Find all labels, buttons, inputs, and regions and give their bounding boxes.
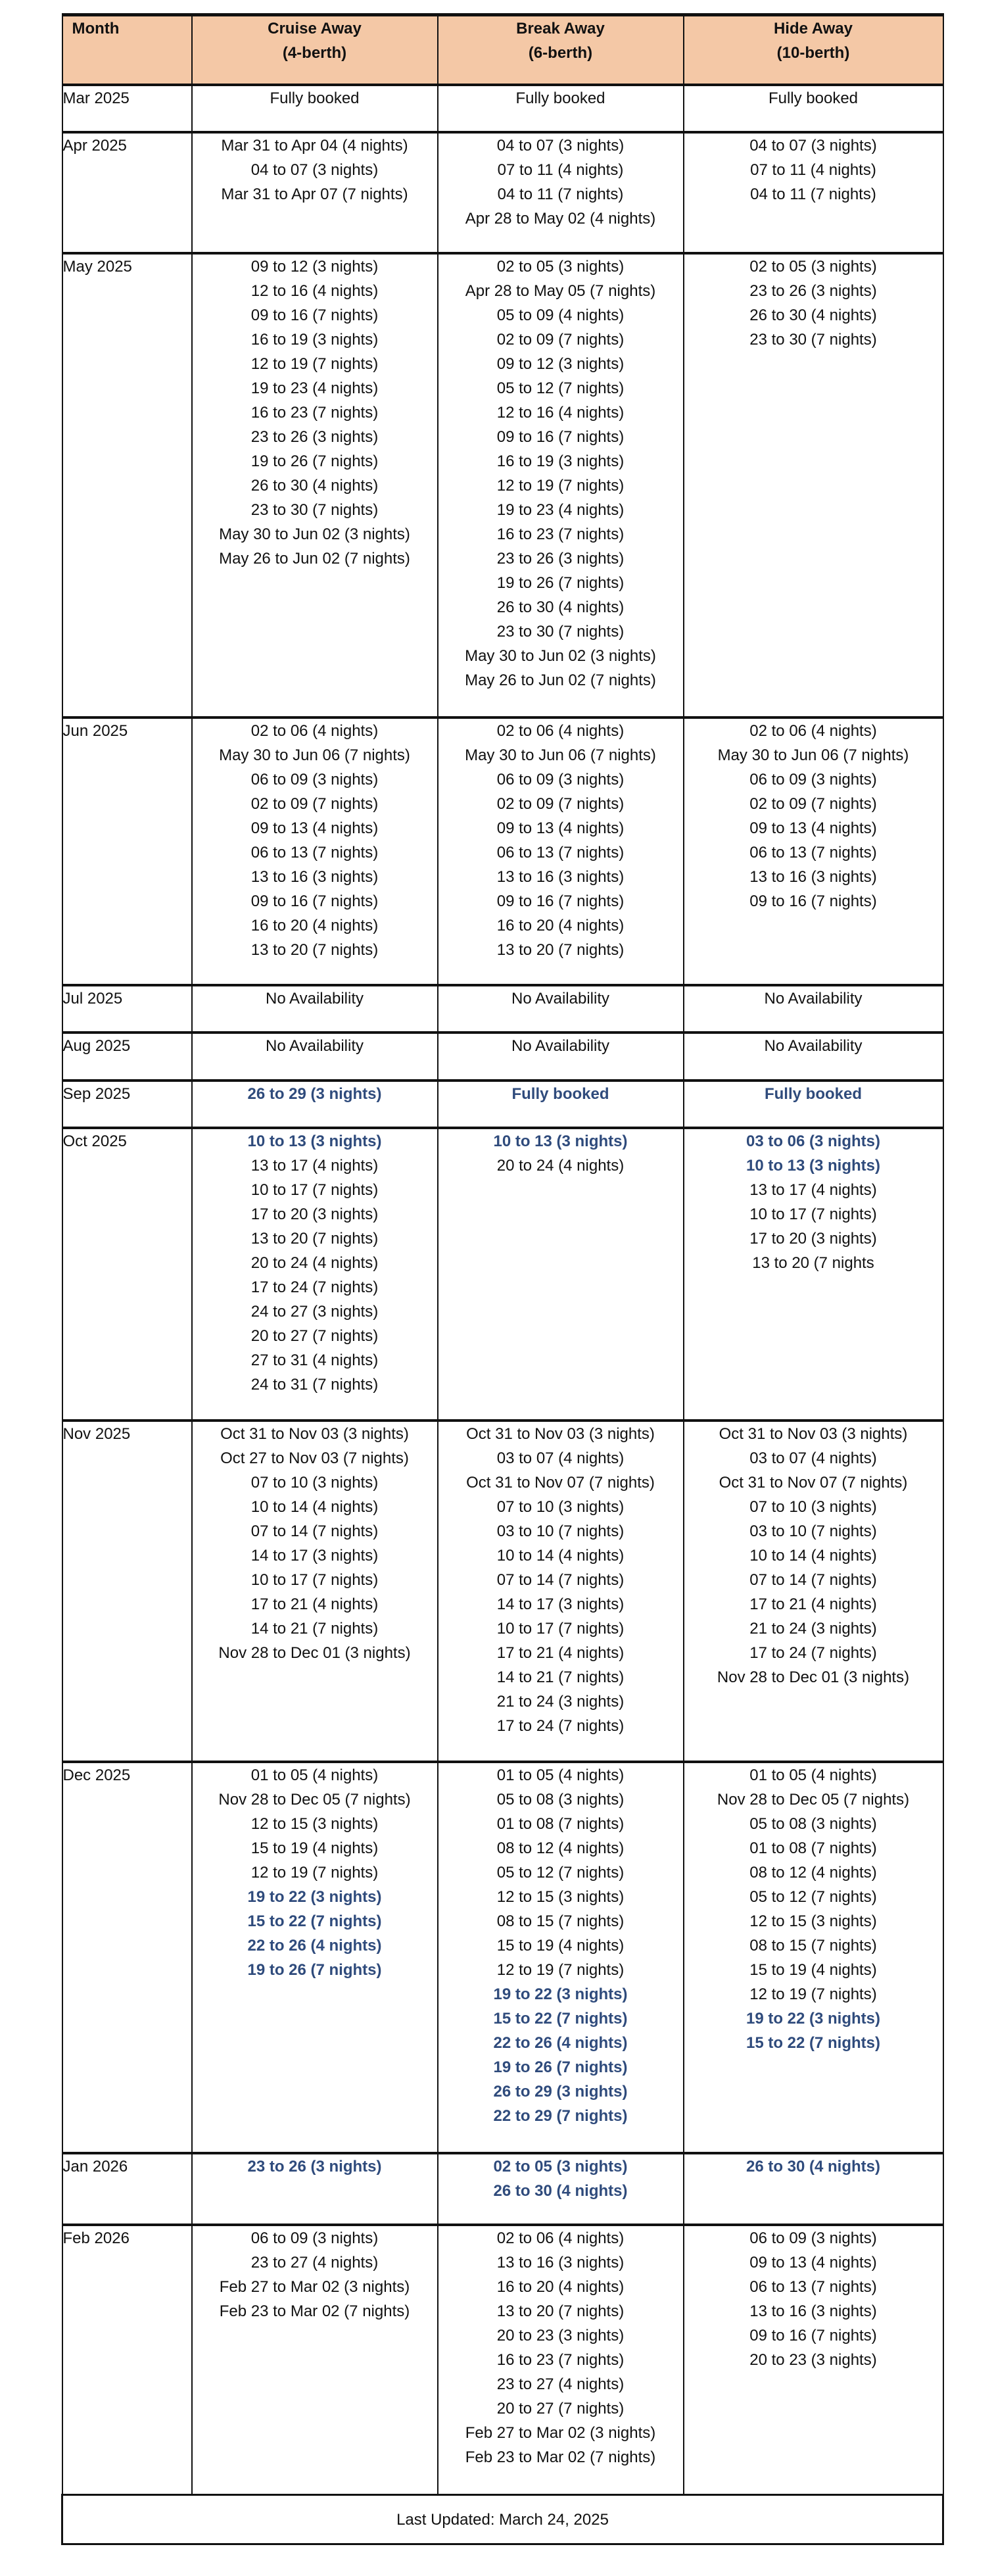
availability-slot-highlighted: 23 to 26 (3 nights) <box>247 2157 382 2175</box>
availability-slot: 26 to 30 (4 nights) <box>749 306 877 324</box>
month-label: Sep 2025 <box>62 1081 192 1128</box>
availability-slot: 23 to 30 (7 nights) <box>496 622 625 641</box>
availability-slot-highlighted: 02 to 05 (3 nights) <box>493 2157 628 2175</box>
availability-slot: 09 to 13 (4 nights) <box>749 819 877 837</box>
availability-slot: 07 to 11 (4 nights) <box>497 160 624 179</box>
availability-slot-highlighted: 10 to 13 (3 nights) <box>247 1132 382 1150</box>
break-away-cell <box>438 985 684 1033</box>
header-label: Hide Away <box>773 20 853 37</box>
availability-slot-highlighted: 22 to 29 (7 nights) <box>493 2106 628 2125</box>
availability-slot: 13 to 20 (7 nights <box>752 1253 874 1272</box>
availability-slot: 08 to 12 (4 nights) <box>496 1839 625 1857</box>
availability-slot: Mar 31 to Apr 07 (7 nights) <box>221 185 408 203</box>
availability-slot: 13 to 16 (3 nights) <box>749 867 877 886</box>
availability-slot: 19 to 26 (7 nights) <box>496 573 625 592</box>
availability-slot: 12 to 16 (4 nights) <box>250 281 379 300</box>
availability-slot: 20 to 23 (3 nights) <box>749 2350 877 2369</box>
availability-slot-highlighted: 19 to 22 (3 nights) <box>493 1985 628 2003</box>
hide-away-cell <box>684 1421 943 1762</box>
availability-slot: Nov 28 to Dec 05 (7 nights) <box>218 1790 411 1809</box>
availability-slot-highlighted: 26 to 30 (4 nights) <box>746 2157 881 2175</box>
availability-slot: 04 to 07 (3 nights) <box>250 160 379 179</box>
availability-slot: 17 to 21 (4 nights) <box>749 1595 877 1613</box>
hide-away-cell <box>684 85 943 132</box>
availability-slot: 16 to 23 (7 nights) <box>496 2350 625 2369</box>
availability-slot: 09 to 12 (3 nights) <box>496 354 625 373</box>
availability-slot: Apr 28 to May 02 (4 nights) <box>465 209 656 228</box>
cruise-away-cell <box>192 85 438 132</box>
availability-slot: 10 to 17 (7 nights) <box>250 1570 379 1589</box>
availability-slot: 06 to 09 (3 nights) <box>749 2229 877 2247</box>
availability-slot: 14 to 21 (7 nights) <box>496 1668 625 1686</box>
availability-slot: Oct 31 to Nov 03 (3 nights) <box>220 1424 409 1443</box>
availability-slot: No Availability <box>764 1036 863 1055</box>
cruise-away-cell <box>192 717 438 985</box>
availability-slot: 05 to 12 (7 nights) <box>749 1887 877 1906</box>
header-label: (6-berth) <box>528 44 593 62</box>
availability-slot: 17 to 20 (3 nights) <box>749 1229 877 1248</box>
availability-table <box>61 13 944 2545</box>
month-row <box>62 717 943 985</box>
availability-slot: 14 to 17 (3 nights) <box>250 1546 379 1565</box>
break-away-cell <box>438 717 684 985</box>
availability-slot: 24 to 31 (7 nights) <box>250 1375 379 1394</box>
month-row <box>62 1128 943 1421</box>
cruise-away-cell <box>192 1421 438 1762</box>
availability-slot: 02 to 09 (7 nights) <box>749 794 877 813</box>
availability-slot: 10 to 14 (4 nights) <box>749 1546 877 1565</box>
availability-slot: 23 to 30 (7 nights) <box>250 500 379 519</box>
break-away-header <box>438 15 684 85</box>
availability-slot: 10 to 17 (7 nights) <box>749 1205 877 1223</box>
availability-slot-highlighted: 26 to 29 (3 nights) <box>247 1084 382 1103</box>
availability-slot-highlighted: 19 to 22 (3 nights) <box>247 1887 382 1906</box>
availability-slot: 24 to 27 (3 nights) <box>250 1302 379 1321</box>
availability-slot: 07 to 14 (7 nights) <box>250 1522 379 1540</box>
break-away-cell <box>438 1033 684 1081</box>
availability-slot: 15 to 19 (4 nights) <box>250 1839 379 1857</box>
month-row <box>62 1033 943 1081</box>
availability-slot: No Availability <box>511 1036 609 1055</box>
break-away-cell <box>438 1081 684 1128</box>
availability-slot: 17 to 24 (7 nights) <box>496 1716 625 1735</box>
break-away-cell <box>438 1421 684 1762</box>
availability-slot: 09 to 13 (4 nights) <box>749 2253 877 2272</box>
month-row <box>62 132 943 253</box>
availability-slot: 01 to 05 (4 nights) <box>250 1766 379 1784</box>
availability-slot: 14 to 21 (7 nights) <box>250 1619 379 1638</box>
availability-slot: 13 to 20 (7 nights) <box>496 940 625 959</box>
availability-slot: 13 to 17 (4 nights) <box>250 1156 379 1175</box>
availability-slot: May 26 to Jun 02 (7 nights) <box>465 671 656 689</box>
availability-slot: 04 to 11 (7 nights) <box>497 185 624 203</box>
month-label: Aug 2025 <box>62 1033 192 1081</box>
availability-slot: 02 to 06 (4 nights) <box>496 2229 625 2247</box>
header-label: Cruise Away <box>268 20 362 37</box>
month-header <box>62 15 192 85</box>
availability-slot-highlighted: 22 to 26 (4 nights) <box>493 2033 628 2052</box>
month-label: Dec 2025 <box>62 1762 192 2153</box>
availability-slot: 20 to 24 (4 nights) <box>496 1156 625 1175</box>
availability-slot: 06 to 09 (3 nights) <box>250 770 379 789</box>
break-away-cell <box>438 132 684 253</box>
availability-slot-highlighted: 03 to 06 (3 nights) <box>746 1132 881 1150</box>
availability-slot: 12 to 15 (3 nights) <box>496 1887 625 1906</box>
availability-slot: May 30 to Jun 06 (7 nights) <box>717 746 909 764</box>
availability-slot-highlighted: 10 to 13 (3 nights) <box>493 1132 628 1150</box>
availability-slot: 17 to 21 (4 nights) <box>496 1643 625 1662</box>
availability-slot: 15 to 19 (4 nights) <box>749 1960 877 1979</box>
availability-slot: No Availability <box>764 989 863 1008</box>
availability-slot: 04 to 07 (3 nights) <box>749 136 877 155</box>
cruise-away-cell <box>192 985 438 1033</box>
availability-slot: 06 to 13 (7 nights) <box>749 843 877 862</box>
availability-slot: 16 to 20 (4 nights) <box>496 2277 625 2296</box>
availability-slot: 27 to 31 (4 nights) <box>250 1351 379 1369</box>
availability-slot: 13 to 20 (7 nights) <box>250 1229 379 1248</box>
availability-slot: 07 to 11 (4 nights) <box>750 160 876 179</box>
availability-slot: 12 to 16 (4 nights) <box>496 403 625 422</box>
header-label: (10-berth) <box>776 44 850 62</box>
availability-slot: 13 to 17 (4 nights) <box>749 1180 877 1199</box>
availability-slot-highlighted: 22 to 26 (4 nights) <box>247 1936 382 1955</box>
month-label: Nov 2025 <box>62 1421 192 1762</box>
availability-slot: 13 to 16 (3 nights) <box>250 867 379 886</box>
availability-slot: Nov 28 to Dec 01 (3 nights) <box>218 1643 411 1662</box>
month-row <box>62 253 943 717</box>
availability-slot: 02 to 06 (4 nights) <box>250 721 379 740</box>
availability-slot-highlighted: Fully booked <box>764 1084 862 1103</box>
availability-slot-highlighted: 10 to 13 (3 nights) <box>746 1156 881 1175</box>
availability-slot: 06 to 09 (3 nights) <box>250 2229 379 2247</box>
availability-slot: Oct 31 to Nov 03 (3 nights) <box>719 1424 908 1443</box>
hide-away-cell <box>684 2225 943 2495</box>
month-row <box>62 1421 943 1762</box>
availability-slot: 03 to 07 (4 nights) <box>496 1449 625 1467</box>
availability-slot: Nov 28 to Dec 05 (7 nights) <box>717 1790 910 1809</box>
last-updated-text: Last Updated: March 24, 2025 <box>62 2495 943 2544</box>
cruise-away-header <box>192 15 438 85</box>
availability-slot: 17 to 21 (4 nights) <box>250 1595 379 1613</box>
availability-slot: 03 to 10 (7 nights) <box>749 1522 877 1540</box>
hide-away-cell <box>684 1033 943 1081</box>
availability-slot-highlighted: 15 to 22 (7 nights) <box>493 2009 628 2028</box>
availability-slot: 21 to 24 (3 nights) <box>749 1619 877 1638</box>
availability-slot: 06 to 09 (3 nights) <box>496 770 625 789</box>
month-label: Jun 2025 <box>62 717 192 985</box>
availability-slot-highlighted: 26 to 29 (3 nights) <box>493 2082 628 2101</box>
month-row <box>62 1762 943 2153</box>
availability-slot: No Availability <box>266 1036 364 1055</box>
availability-slot: 02 to 09 (7 nights) <box>250 794 379 813</box>
availability-slot: 02 to 09 (7 nights) <box>496 330 625 349</box>
availability-slot: 16 to 23 (7 nights) <box>496 525 625 543</box>
availability-slot: 09 to 13 (4 nights) <box>496 819 625 837</box>
availability-slot: 13 to 16 (3 nights) <box>496 867 625 886</box>
availability-slot: 23 to 30 (7 nights) <box>749 330 877 349</box>
availability-slot: 12 to 15 (3 nights) <box>749 1912 877 1930</box>
hide-away-cell <box>684 1128 943 1421</box>
availability-slot: Fully booked <box>768 89 859 107</box>
availability-slot: 07 to 10 (3 nights) <box>496 1497 625 1516</box>
availability-slot: 02 to 06 (4 nights) <box>496 721 625 740</box>
availability-slot: 08 to 15 (7 nights) <box>496 1912 625 1930</box>
availability-slot: 19 to 23 (4 nights) <box>496 500 625 519</box>
availability-slot: 17 to 20 (3 nights) <box>250 1205 379 1223</box>
month-row <box>62 2225 943 2495</box>
availability-slot: 07 to 14 (7 nights) <box>749 1570 877 1589</box>
availability-slot: 13 to 16 (3 nights) <box>496 2253 625 2272</box>
break-away-cell <box>438 2153 684 2225</box>
break-away-cell <box>438 85 684 132</box>
availability-slot-highlighted: 15 to 22 (7 nights) <box>247 1912 382 1930</box>
availability-slot-highlighted: 19 to 26 (7 nights) <box>493 2058 628 2076</box>
break-away-cell <box>438 1762 684 2153</box>
availability-slot: 03 to 07 (4 nights) <box>749 1449 877 1467</box>
availability-slot: 01 to 08 (7 nights) <box>749 1839 877 1857</box>
cruise-away-cell <box>192 1128 438 1421</box>
availability-slot: 17 to 24 (7 nights) <box>250 1278 379 1296</box>
availability-slot: 20 to 27 (7 nights) <box>496 2399 625 2418</box>
availability-slot: 08 to 15 (7 nights) <box>749 1936 877 1955</box>
cruise-away-cell <box>192 1081 438 1128</box>
hide-away-cell <box>684 717 943 985</box>
availability-slot: 23 to 26 (3 nights) <box>496 549 625 568</box>
month-label: Jan 2026 <box>62 2153 192 2225</box>
availability-slot: 06 to 13 (7 nights) <box>749 2277 877 2296</box>
availability-slot: Feb 27 to Mar 02 (3 nights) <box>465 2423 656 2442</box>
availability-slot: 13 to 20 (7 nights) <box>496 2302 625 2320</box>
cruise-away-cell <box>192 253 438 717</box>
availability-slot: 06 to 09 (3 nights) <box>749 770 877 789</box>
availability-slot: 02 to 05 (3 nights) <box>496 257 625 276</box>
month-row <box>62 2153 943 2225</box>
availability-slot: 10 to 14 (4 nights) <box>250 1497 379 1516</box>
availability-slot: 16 to 19 (3 nights) <box>496 452 625 470</box>
availability-slot: 13 to 16 (3 nights) <box>749 2302 877 2320</box>
month-label: Apr 2025 <box>62 132 192 253</box>
availability-slot: May 30 to Jun 06 (7 nights) <box>219 746 410 764</box>
header-label: Break Away <box>516 20 605 37</box>
availability-slot: Feb 23 to Mar 02 (7 nights) <box>219 2302 410 2320</box>
break-away-cell <box>438 2225 684 2495</box>
month-row <box>62 85 943 132</box>
availability-slot: 12 to 19 (7 nights) <box>250 354 379 373</box>
availability-slot: 12 to 15 (3 nights) <box>250 1814 379 1833</box>
availability-slot: 01 to 05 (4 nights) <box>496 1766 625 1784</box>
header-label: (4-berth) <box>282 44 347 62</box>
availability-slot: 12 to 19 (7 nights) <box>749 1985 877 2003</box>
availability-slot: 07 to 14 (7 nights) <box>496 1570 625 1589</box>
availability-slot: 23 to 27 (4 nights) <box>496 2375 625 2393</box>
availability-slot: 21 to 24 (3 nights) <box>496 1692 625 1711</box>
availability-slot: 01 to 08 (7 nights) <box>496 1814 625 1833</box>
availability-slot: 02 to 05 (3 nights) <box>749 257 877 276</box>
header-row <box>62 15 943 85</box>
availability-slot: Oct 31 to Nov 07 (7 nights) <box>466 1473 655 1492</box>
availability-slot: 09 to 12 (3 nights) <box>250 257 379 276</box>
cruise-away-cell <box>192 1033 438 1081</box>
hide-away-cell <box>684 2153 943 2225</box>
cruise-away-cell <box>192 2225 438 2495</box>
availability-slot: 23 to 26 (3 nights) <box>250 427 379 446</box>
availability-slot: May 30 to Jun 06 (7 nights) <box>465 746 656 764</box>
availability-slot: 09 to 16 (7 nights) <box>250 892 379 910</box>
break-away-cell <box>438 253 684 717</box>
month-label: Feb 2026 <box>62 2225 192 2495</box>
availability-slot: 20 to 27 (7 nights) <box>250 1326 379 1345</box>
availability-slot: 10 to 14 (4 nights) <box>496 1546 625 1565</box>
month-label: Mar 2025 <box>62 85 192 132</box>
availability-slot: 23 to 26 (3 nights) <box>749 281 877 300</box>
availability-slot: 23 to 27 (4 nights) <box>250 2253 379 2272</box>
availability-slot-highlighted: 15 to 22 (7 nights) <box>746 2033 881 2052</box>
month-row <box>62 1081 943 1128</box>
availability-slot: 12 to 19 (7 nights) <box>250 1863 379 1882</box>
table-body <box>62 85 943 2544</box>
hide-away-cell <box>684 132 943 253</box>
availability-slot: 17 to 24 (7 nights) <box>749 1643 877 1662</box>
availability-slot: 15 to 19 (4 nights) <box>496 1936 625 1955</box>
availability-slot: Mar 31 to Apr 04 (4 nights) <box>221 136 408 155</box>
availability-slot: May 30 to Jun 02 (3 nights) <box>219 525 410 543</box>
availability-slot: 10 to 17 (7 nights) <box>250 1180 379 1199</box>
availability-slot: 14 to 17 (3 nights) <box>496 1595 625 1613</box>
availability-slot: 19 to 23 (4 nights) <box>250 379 379 397</box>
availability-slot: 12 to 19 (7 nights) <box>496 1960 625 1979</box>
availability-slot: 09 to 16 (7 nights) <box>496 892 625 910</box>
hide-away-cell <box>684 253 943 717</box>
availability-slot: 09 to 16 (7 nights) <box>250 306 379 324</box>
availability-slot: 06 to 13 (7 nights) <box>496 843 625 862</box>
hide-away-header <box>684 15 943 85</box>
availability-slot: 16 to 20 (4 nights) <box>496 916 625 935</box>
month-label: May 2025 <box>62 253 192 717</box>
month-label: Oct 2025 <box>62 1128 192 1421</box>
availability-slot: 16 to 23 (7 nights) <box>250 403 379 422</box>
month-row <box>62 985 943 1033</box>
availability-slot: 13 to 20 (7 nights) <box>250 940 379 959</box>
availability-slot: 02 to 09 (7 nights) <box>496 794 625 813</box>
availability-slot: 07 to 10 (3 nights) <box>749 1497 877 1516</box>
availability-slot: Apr 28 to May 05 (7 nights) <box>465 281 656 300</box>
availability-slot: May 26 to Jun 02 (7 nights) <box>219 549 410 568</box>
hide-away-cell <box>684 985 943 1033</box>
availability-slot: 20 to 24 (4 nights) <box>250 1253 379 1272</box>
availability-slot: 01 to 05 (4 nights) <box>749 1766 877 1784</box>
availability-slot: 02 to 06 (4 nights) <box>749 721 877 740</box>
availability-slot-highlighted: Fully booked <box>511 1084 609 1103</box>
availability-slot: 26 to 30 (4 nights) <box>250 476 379 495</box>
availability-slot: 16 to 20 (4 nights) <box>250 916 379 935</box>
availability-slot: 08 to 12 (4 nights) <box>749 1863 877 1882</box>
cruise-away-cell <box>192 1762 438 2153</box>
availability-slot: 16 to 19 (3 nights) <box>250 330 379 349</box>
availability-slot: Oct 31 to Nov 07 (7 nights) <box>719 1473 908 1492</box>
availability-slot: 09 to 13 (4 nights) <box>250 819 379 837</box>
availability-slot: 04 to 07 (3 nights) <box>496 136 625 155</box>
availability-slot: 05 to 12 (7 nights) <box>496 379 625 397</box>
cruise-away-cell <box>192 2153 438 2225</box>
header-label: Month <box>72 20 120 37</box>
availability-slot: No Availability <box>511 989 609 1008</box>
availability-slot: 12 to 19 (7 nights) <box>496 476 625 495</box>
availability-slot: 07 to 10 (3 nights) <box>250 1473 379 1492</box>
availability-slot: 09 to 16 (7 nights) <box>749 892 877 910</box>
availability-slot: 05 to 09 (4 nights) <box>496 306 625 324</box>
availability-slot-highlighted: 26 to 30 (4 nights) <box>493 2181 628 2200</box>
availability-slot: Nov 28 to Dec 01 (3 nights) <box>717 1668 910 1686</box>
month-label: Jul 2025 <box>62 985 192 1033</box>
availability-slot: Oct 31 to Nov 03 (3 nights) <box>466 1424 655 1443</box>
availability-slot: 26 to 30 (4 nights) <box>496 598 625 616</box>
hide-away-cell <box>684 1762 943 2153</box>
availability-slot: 20 to 23 (3 nights) <box>496 2326 625 2345</box>
availability-slot: Feb 27 to Mar 02 (3 nights) <box>219 2277 410 2296</box>
availability-slot-highlighted: 19 to 22 (3 nights) <box>746 2009 881 2028</box>
availability-slot: 05 to 08 (3 nights) <box>496 1790 625 1809</box>
availability-slot: 19 to 26 (7 nights) <box>250 452 379 470</box>
availability-slot: 10 to 17 (7 nights) <box>496 1619 625 1638</box>
availability-slot: May 30 to Jun 02 (3 nights) <box>465 646 656 665</box>
break-away-cell <box>438 1128 684 1421</box>
cruise-away-cell <box>192 132 438 253</box>
availability-slot: 09 to 16 (7 nights) <box>496 427 625 446</box>
availability-slot: Feb 23 to Mar 02 (7 nights) <box>465 2448 656 2466</box>
availability-slot: 05 to 08 (3 nights) <box>749 1814 877 1833</box>
availability-slot: 05 to 12 (7 nights) <box>496 1863 625 1882</box>
availability-slot: 06 to 13 (7 nights) <box>250 843 379 862</box>
availability-slot: 09 to 16 (7 nights) <box>749 2326 877 2345</box>
hide-away-cell <box>684 1081 943 1128</box>
footer-row <box>62 2495 943 2544</box>
availability-slot: 03 to 10 (7 nights) <box>496 1522 625 1540</box>
availability-slot: Fully booked <box>270 89 360 107</box>
availability-slot: No Availability <box>266 989 364 1008</box>
availability-slot: 04 to 11 (7 nights) <box>750 185 876 203</box>
availability-slot: Oct 27 to Nov 03 (7 nights) <box>220 1449 409 1467</box>
availability-slot: Fully booked <box>515 89 605 107</box>
availability-slot-highlighted: 19 to 26 (7 nights) <box>247 1960 382 1979</box>
